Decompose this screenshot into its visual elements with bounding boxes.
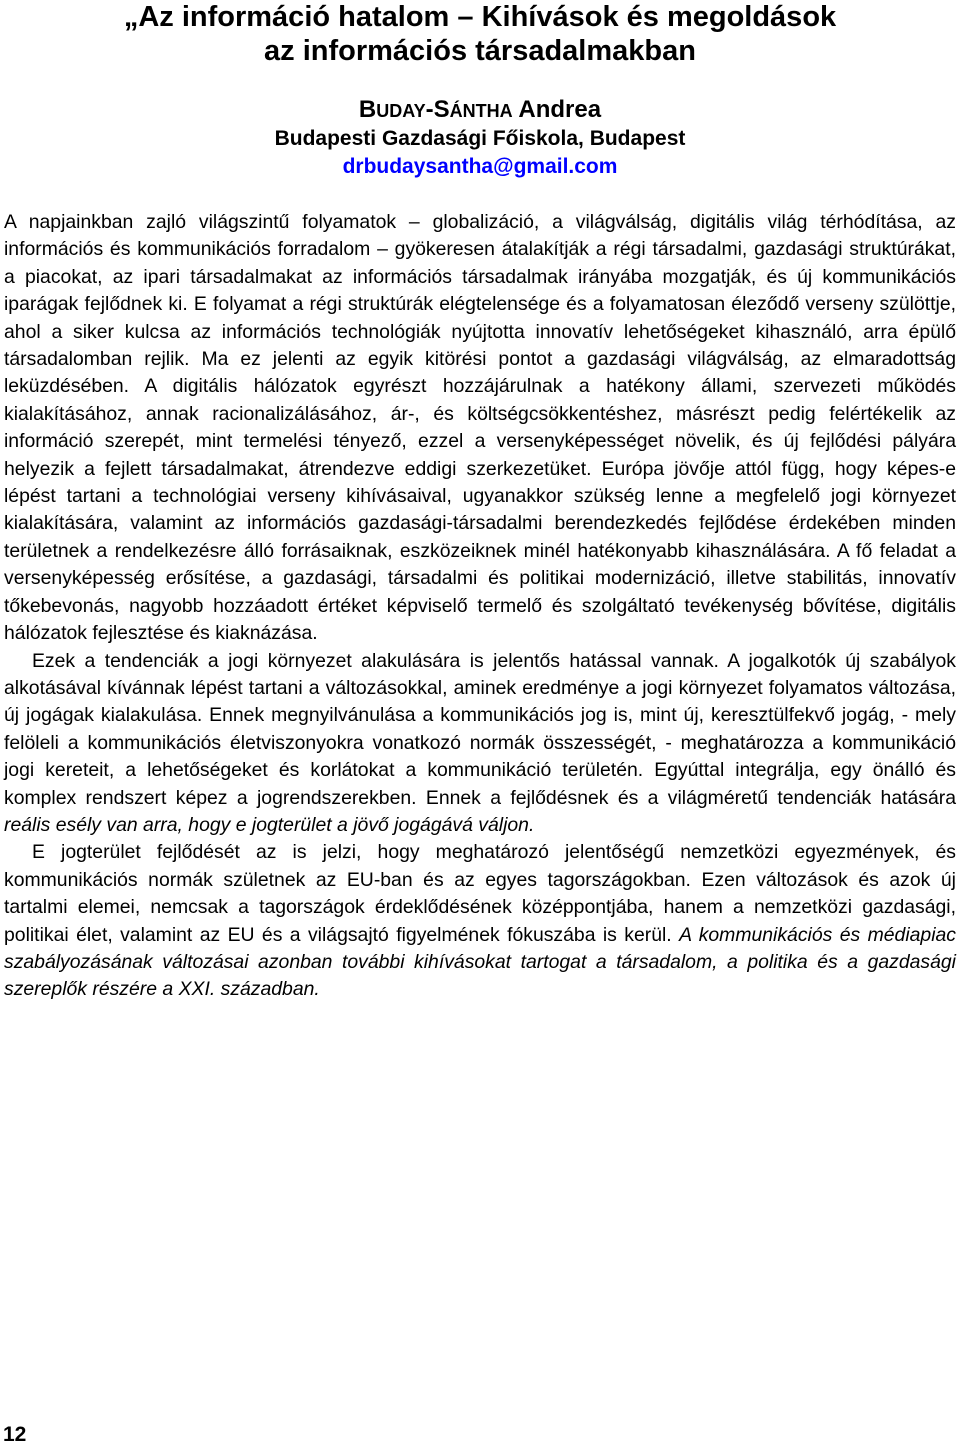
author-affiliation: Budapesti Gazdasági Főiskola, Budapest [274,127,686,150]
article-body [4,209,956,1004]
article-header [0,0,960,181]
paragraph-3-text: E jogterület fejlődését az is jelzi, hogy meghatározó jelentőségű nemzetközi egyezmények, és kommunikációs normák születnek az EU-ban és az egyes tagországokban. Ezen változások és azok új tartalmi elemei, nemcsak a tagországok érdeklődésének középpontjába, hanem a nemzetközi gazdasági, politikai élet, valamint az EU és a világsajtó figyelmének fókuszába is kerül. [4,841,956,946]
paragraph-3 [4,839,956,1003]
title-line-1: „Az információ hatalom – Kihívások és megoldások [123,1,837,33]
page-number: 12 [3,1423,27,1446]
article-title [0,0,960,68]
title-line-2: az információs társadalmakban [264,35,696,67]
author-name: BUDAY-SÁNTHA Andrea [358,96,602,123]
author-block [0,96,960,181]
paragraph-3-italic: A kommunikációs és médiapiac szabályozásának változásai azonban további kihívásokat tartogat a társadalom, a politika és a gazdasági szereplők részére a XXI. században. [4,923,956,1001]
paragraph-2-italic: reális esély van arra, hogy e jogterület a jövő jogágává váljon. [4,813,535,836]
paragraph-2 [4,648,956,840]
paragraph-1: A napjainkban zajló világszintű folyamatok – globalizáció, a világválság, digitális világ térhódítása, az információs és kommunikációs forradalom – gyökeresen átalakítják a régi társadalmi, gazdasági struktúrákat, a piacokat, az ipari társadalmakat az információs társadalmak irányába mozgatják, és új kommunikációs iparágak fejlődnek ki. E folyamat a régi struktúrák elégtelensége és a folyamatosan éleződő verseny szülöttje, ahol a siker kulcsa az információs technológiák nyújtotta innovatív lehetőségeket kihasználó, arra épülő társadalomban rejlik. Ma ez jelenti az egyik kitörési pontot a gazdasági világválság, az elmaradottság leküzdésében. A digitális hálózatok egyrészt hozzájárulnak a hatékony állami, szervezeti működés kialakításához, annak racionalizálásához, ár-, és költségcsökkentéshez, másrészt pedig felértékelik az információ szerepét, mint termelési tényező, ezzel a versenyképességet növelik, és új fejlődési pályára helyezik a fejlett társadalmakat, átrendezve eddigi szerkezetüket. Európa jövője attól függ, hogy képes-e lépést tartani a technológiai verseny kihívásaival, ugyanakkor szükség lenne a megfelelő jogi környezet kialakítására, valamint az információs gazdasági-társadalmi berendezkedés fejlődése érdekében minden területnek a rendelkezésre álló forrásaiknak, eszközeiknek minél hatékonyabb kihasználására. A fő feladat a versenyképesség erősítése, a gazdasági, társadalmi és politikai modernizáció, illetve stabilitás, innovatív tőkebevonás, nagyobb hozzáadott értéket képviselő termelő és szolgáltató tevékenység bővítése, digitális hálózatok fejlesztése és kiaknázása. [4,211,956,645]
author-email-link[interactable]: drbudaysantha@gmail.com [342,155,618,178]
paragraph-2-text: Ezek a tendenciák a jogi környezet alakulására is jelentős hatással vannak. A jogalkotók új szabályok alkotásával kívánnak lépést tartani a változásokkal, aminek eredménye a jogi környezet folyamatos változása, új jogágak kialakulása. Ennek megnyilvánulása a kommunikációs jog is, mint új, keresztülfekvő jogág, - mely felöleli a kommunikációs életviszonyokra vonatkozó normák összességét, - meghatározza a kommunikáció jogi kereteit, a lehetőségeket és korlátokat a kommunikáció területén. Egyúttal integrálja, egy önálló és komplex rendszert képez a jogrendszerekben. Ennek a fejlődésnek és a világméretű tendenciák hatására [4,649,956,809]
